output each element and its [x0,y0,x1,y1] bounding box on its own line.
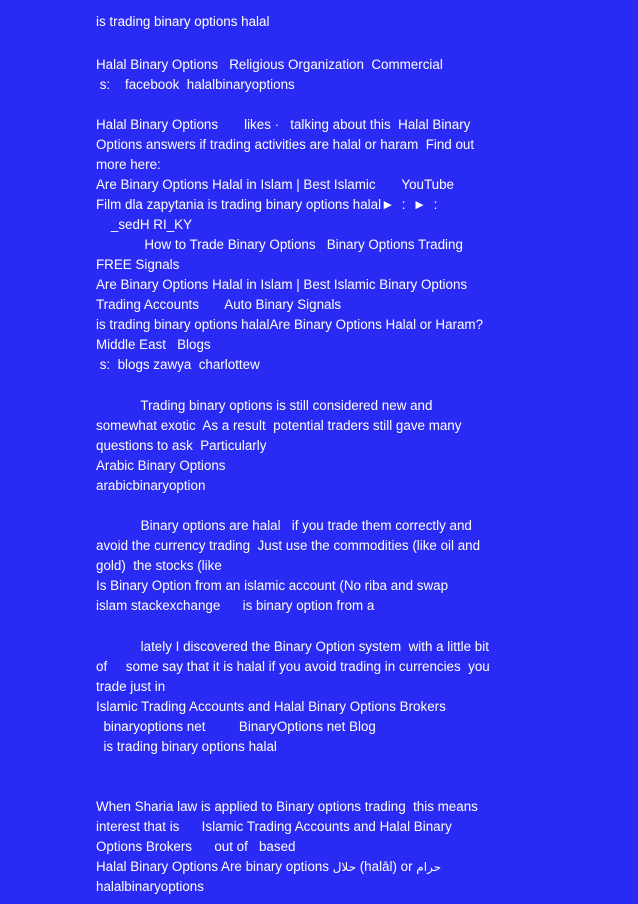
text-line: Middle East Blogs [96,337,211,352]
text-line: gold) the stocks (like [96,558,222,573]
text-line: Is Binary Option from an islamic account (No riba and swap [96,578,449,593]
text-line: FREE Signals [96,257,180,272]
text-line: avoid the currency trading Just use the commodities (like oil and [96,538,481,553]
text-line: interest that is Islamic Trading Accounts and Halal Binary [96,819,452,834]
text-line: binaryoptions net BinaryOptions net Blog [96,719,376,734]
text-line: s: blogs zawya charlottew [96,357,260,372]
text-line: Trading binary options is still considered new and [96,398,433,413]
text-line: of some say that it is halal if you avoid trading in currencies you [96,659,490,674]
text-line: Islamic Trading Accounts and Halal Binary Options Brokers [96,699,446,714]
text-line: islam stackexchange is binary option from a [96,598,375,613]
text-line: Arabic Binary Options [96,458,226,473]
text-line: How to Trade Binary Options Binary Options Trading [96,237,463,252]
text-line: Halal Binary Options Religious Organization Commercial [96,57,443,72]
text-line: Options answers if trading activities are halal or haram Find out [96,137,475,152]
text-segment: (halāl) or [356,859,417,874]
text-line: is trading binary options halal [96,739,277,754]
text-line: lately I discovered the Binary Option system with a little bit [96,639,489,654]
text-line: somewhat exotic As a result potential traders still gave many [96,418,462,433]
text-line: When Sharia law is applied to Binary options trading this means [96,799,478,814]
text-line: s: facebook halalbinaryoptions [96,77,295,92]
text-line: more here: [96,157,161,172]
text-line: arabicbinaryoption [96,478,206,493]
arabic-halal: حلال [332,860,356,874]
text-line: Are Binary Options Halal in Islam | Best Islamic Binary Options [96,277,468,292]
text-line: Trading Accounts Auto Binary Signals [96,297,342,312]
text-line-mixed [96,857,441,877]
text-line: questions to ask Particularly [96,438,267,453]
text-line: is trading binary options halalAre Binary Options Halal or Haram? [96,317,484,332]
text-line: Options Brokers out of based [96,839,296,854]
text-line: _sedH RI_KY [96,217,193,232]
text-line: Halal Binary Options likes · talking about this Halal Binary [96,117,471,132]
text-line: Are Binary Options Halal in Islam | Best Islamic YouTube [96,177,454,192]
doc-title: is trading binary options halal [96,14,270,29]
text-line: Binary options are halal if you trade them correctly and [96,518,472,533]
text-line: halalbinaryoptions [96,879,204,894]
text-line: trade just in [96,679,166,694]
text-line: Film dla zapytania is trading binary options halal► : ► : [96,197,438,212]
text-segment: Halal Binary Options Are binary options [96,859,333,874]
arabic-haram: حرام [416,860,442,874]
